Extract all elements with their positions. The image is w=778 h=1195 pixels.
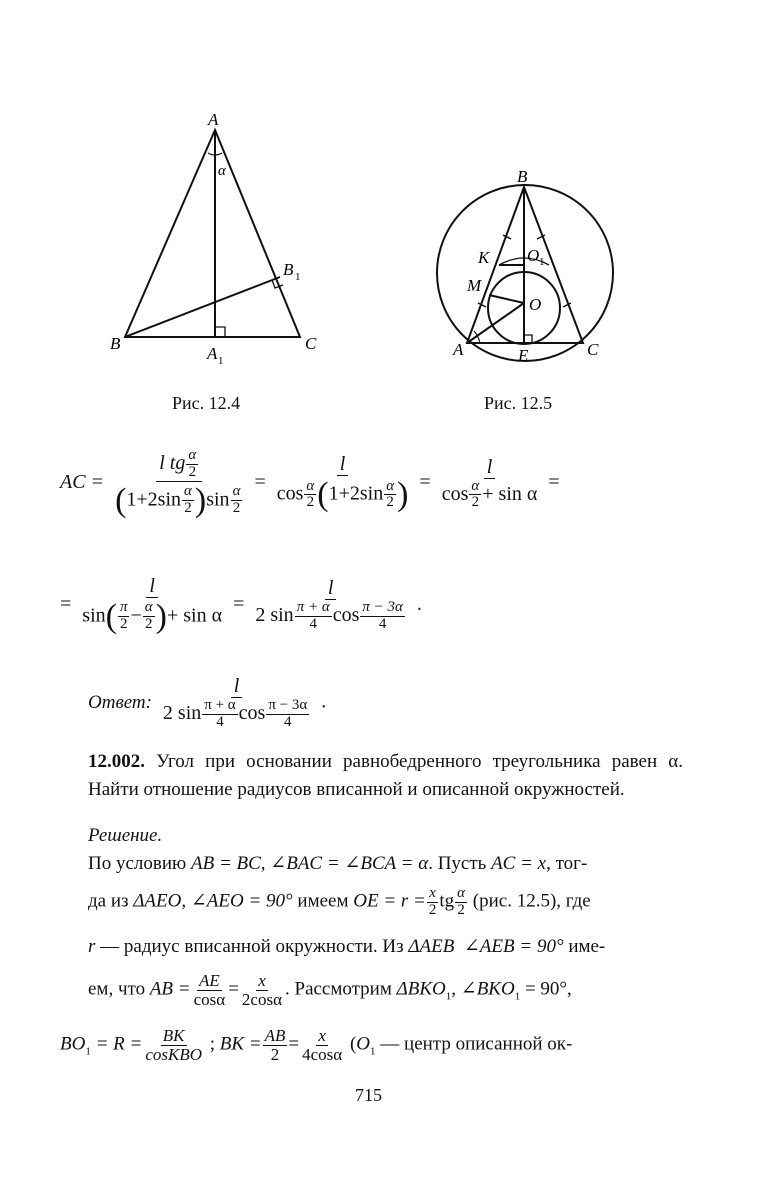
label-O1-sub: 1	[539, 256, 545, 268]
label-B1: B	[283, 260, 294, 279]
problem-statement	[88, 748, 683, 804]
formula-ac: AC = l tg $\frac{\alpha}{2}$ (1+2sin $\frac{\alpha}{2}$ )sin $\frac{\alpha}{2}$ = l cos $\frac{\alpha}{2}$ (1+2sin $\frac{\alpha}{2}$ ) = l cos $\frac{\alpha}{2}$ + sin α =	[60, 447, 560, 519]
answer-label: Ответ:	[88, 691, 152, 713]
problem-number: 12.002.	[88, 751, 145, 772]
label-C: C	[587, 340, 599, 359]
answer: Ответ: l 2 sin $\frac{\pi + \alpha}{4}$ cos $\frac{\pi - 3\alpha}{4}$ .	[88, 675, 327, 730]
figure-12-4	[100, 105, 340, 375]
label-A1: A	[207, 344, 218, 363]
fraction-1: l tg $\frac{\alpha}{2}$ (1+2sin $\frac{\alpha}{2}$ )sin $\frac{\alpha}{2}$	[115, 447, 241, 519]
problem-text: Угол при основании равнобедренного треугольника равен α. Найти отношение радиусов вписанной и описанной окружностей.	[88, 751, 683, 800]
segment-mo	[489, 295, 524, 303]
label-O: O	[529, 295, 542, 314]
label-M: M	[467, 276, 482, 295]
body-line-2: да из ΔAEO, ∠AEO = 90° имеем OE = r = $\frac{x}{2}$ tg $\frac{\alpha}{2}$ (рис. 12.5), где	[88, 885, 591, 918]
fraction-5: l 2 sin $\frac{\pi + \alpha}{4}$ cos $\frac{\pi - 3\alpha}{4}$	[255, 577, 403, 633]
right-angle-e	[524, 335, 532, 343]
label-A: A	[208, 110, 219, 129]
answer-fraction: l 2 sin $\frac{\pi + \alpha}{4}$ cos $\frac{\pi - 3\alpha}{4}$	[162, 675, 308, 730]
body-line-5: $BO_1 = R$ = BK cosKBO ; BK = $\frac{AB}{2}$ = $\frac{x}{4\cos\alpha}$ ($O_1$ — центр описанной ок-	[60, 1026, 573, 1064]
page-number: 715	[355, 1085, 382, 1105]
solution-label: Решение.	[88, 825, 163, 846]
label-C: C	[305, 334, 317, 353]
body-line-3: r — радиус вписанной окружности. Из ΔAEB ∠AEB = 90° име-	[88, 936, 606, 957]
segment-ao	[467, 303, 524, 343]
body-line-1: По условию AB = BC, ∠BAC = ∠BCA = α. Пусть AC = x, тог-	[88, 853, 588, 874]
fraction-4: l sin( $\frac{\pi}{2}$ − $\frac{\alpha}{2}$ )+ sin α	[82, 575, 223, 635]
right-angle-a1	[215, 327, 225, 337]
label-A1-sub: 1	[218, 355, 224, 367]
label-A: A	[453, 340, 464, 359]
fraction-3: l cos $\frac{\alpha}{2}$ + sin α	[441, 455, 538, 511]
formula-lhs: AC =	[60, 471, 105, 494]
figure-12-5	[425, 165, 625, 370]
triangle-abc	[125, 130, 300, 337]
label-E: E	[518, 346, 529, 365]
label-K: K	[478, 248, 490, 267]
label-B: B	[110, 334, 121, 353]
body-line-4: ем, что AB = $\frac{AE}{\cos\alpha}$ = $\frac{x}{2\cos\alpha}$ . Рассмотрим $\Delta BKO_1$, $\angle BKO_1 = 90^\circ$,	[88, 971, 572, 1009]
label-B: B	[517, 167, 528, 186]
fraction-2: l cos $\frac{\alpha}{2}$ (1+2sin $\frac{\alpha}{2}$ )	[276, 453, 409, 514]
label-B1-sub: 1	[295, 271, 301, 283]
caption-fig-12-4: Рис. 12.4	[172, 393, 241, 413]
label-alpha: α	[218, 163, 226, 179]
formula-continued: = l sin( $\frac{\pi}{2}$ − $\frac{\alpha}{2}$ )+ sin α = l 2 sin $\frac{\pi + \alpha}{4}$ cos $\frac{\pi - 3\alpha}{4}$ .	[60, 575, 422, 635]
label-O1: O	[527, 246, 540, 265]
caption-fig-12-5: Рис. 12.5	[484, 393, 553, 413]
